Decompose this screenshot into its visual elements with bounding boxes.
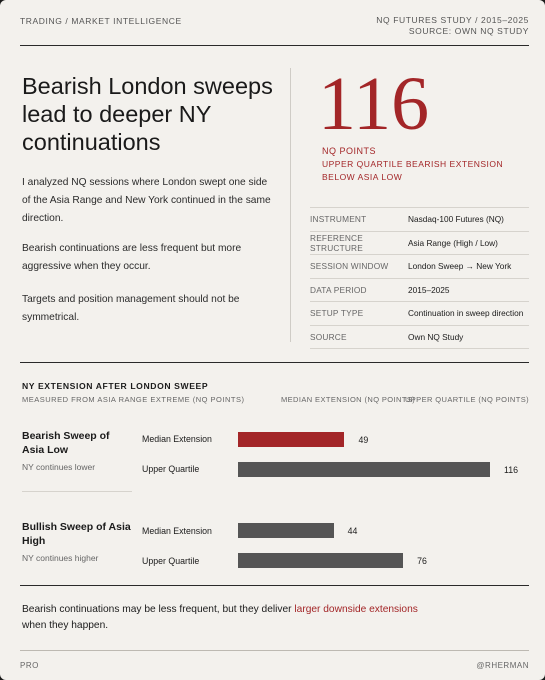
column-divider: [290, 68, 291, 342]
metadata-row: [310, 254, 529, 278]
bar-bearish-upper-quartile: [238, 462, 490, 477]
metadata-value: Nasdaq-100 Futures (NQ): [408, 214, 504, 225]
metadata-value: Own NQ Study: [408, 331, 464, 342]
study-info: [376, 15, 529, 37]
footer-rule: [20, 650, 529, 651]
metadata-key: INSTRUMENT: [310, 214, 367, 225]
metadata-row: [310, 278, 529, 302]
bar-label: Median Extension: [142, 434, 212, 444]
section-rule: [20, 362, 529, 363]
category-label: TRADING / MARKET INTELLIGENCE: [20, 16, 182, 26]
metadata-key: REFERENCE STRUCTURE: [310, 232, 363, 253]
bar-bearish-median: [238, 432, 344, 447]
top-rule: [20, 45, 529, 46]
bar-label: Upper Quartile: [142, 556, 200, 566]
median-column-header: MEDIAN EXTENSION (NQ POINTS): [281, 395, 416, 404]
metadata-value: Continuation in sweep direction: [408, 308, 524, 319]
footer-text-start: Bearish continuations may be less frequent, but they deliver: [22, 604, 295, 615]
upper-quartile-column-header: UPPER QUARTILE (NQ POINTS): [404, 395, 529, 404]
bar-value-label: 44: [347, 526, 358, 536]
metadata-key: DATA PERIOD: [310, 284, 367, 295]
metadata-key: SETUP TYPE: [310, 308, 364, 319]
source-line: SOURCE: OWN NQ STUDY: [408, 26, 529, 36]
footer-handle: @RHERMAN: [476, 661, 529, 670]
bar-value-label: 76: [417, 556, 427, 566]
footer-left-label: PRO: [20, 661, 39, 670]
chart-title: NY EXTENSION AFTER LONDON SWEEP: [22, 381, 209, 391]
management-paragraph: Targets and position management should not be symmetrical.: [22, 294, 240, 323]
intro-paragraph: I analyzed NQ sessions where London swept one side of the Asia Range and New York continued in the same direction.: [22, 177, 271, 224]
study-line: NQ FUTURES STUDY / 2015–2025: [376, 15, 529, 25]
metadata-key: SOURCE: [310, 331, 347, 342]
metadata-key: SESSION WINDOW: [310, 261, 389, 272]
metadata-row: [310, 231, 529, 255]
metadata-row: [310, 325, 529, 350]
group-divider: [22, 491, 132, 492]
metadata-row: [310, 207, 529, 231]
kpi-label: NQ POINTS: [322, 146, 377, 156]
kpi-subtitle: UPPER QUARTILE BEARISH EXTENSION BELOW ASIA LOW: [322, 159, 504, 182]
footer-text-end: when they happen.: [22, 620, 109, 631]
bar-label: Median Extension: [142, 526, 212, 536]
bar-value-label: 116: [504, 465, 519, 475]
chart-bottom-rule: [20, 585, 529, 586]
group-subtitle: NY continues lower: [22, 462, 96, 472]
group-title: Bullish Sweep of Asia High: [22, 521, 131, 547]
kpi-value: 116: [318, 62, 430, 146]
bar-bullish-median: [238, 523, 334, 538]
group-subtitle: NY continues higher: [22, 553, 99, 563]
metadata-value: Asia Range (High / Low): [408, 237, 498, 248]
headline: Bearish London sweeps lead to deeper NY continuations: [22, 73, 273, 155]
bar-label: Upper Quartile: [142, 464, 200, 474]
metadata-table: [310, 207, 529, 349]
footer-statement: [22, 602, 442, 634]
metadata-value: London Sweep → New York: [408, 261, 512, 272]
bar-value-label: 49: [358, 435, 369, 445]
group-title: Bearish Sweep of Asia Low: [22, 430, 110, 456]
metadata-row: [310, 301, 529, 325]
bar-bullish-upper-quartile: [238, 553, 403, 568]
footer-highlight: larger downside extensions: [294, 604, 418, 615]
frequency-paragraph: Bearish continuations are less frequent but more aggressive when they occur.: [22, 243, 242, 272]
chart-subtitle: MEASURED FROM ASIA RANGE EXTREME (NQ POINTS): [22, 395, 245, 404]
metadata-value: 2015–2025: [408, 284, 450, 295]
